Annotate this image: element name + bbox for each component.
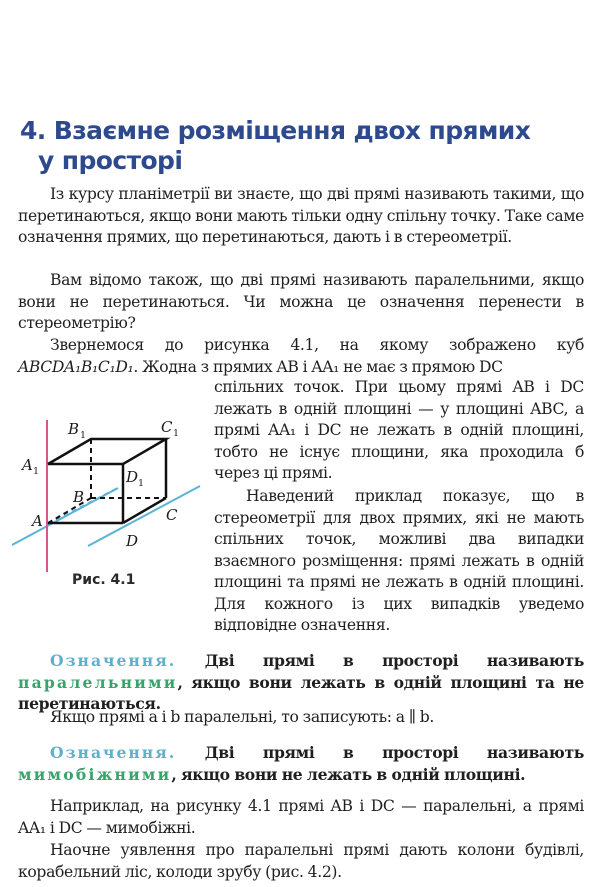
definition-parallel xyxy=(18,650,584,715)
svg-text:1: 1 xyxy=(138,478,145,489)
paragraph-two-cases: Наведений приклад показує, що в стереометрії для двох прямих, які не мають спільних точок, можливі два випадки взаємного розміщення: прямі лежать в одній площині та прямі не лежать в одній площині. Для кожного із цих випадків уведемо відповідне означення. xyxy=(214,487,584,634)
section-title-line1: 4. Взаємне розміщення двох прямих xyxy=(20,116,531,145)
label-c: C xyxy=(166,506,178,524)
section-title xyxy=(20,116,580,176)
definition-text-end: , якщо вони лежать в одній площині та не перетинаються. xyxy=(18,672,584,713)
svg-text:1: 1 xyxy=(80,430,87,441)
figure-reference-text: Звернемося до рисунка 4.1, на якому зображено куб xyxy=(50,336,584,354)
figure-reference-continuation: . Жодна з прямих AB і AA₁ не має з прямою DC xyxy=(133,357,503,376)
paragraph-figure-explanation: спільних точок. При цьому прямі AB і DC лежать в одній площині — у площині ABC, а прямі AA₁ і DC не лежать в одній площині, тобто не існує площини, яка проходила б через ці прямі. xyxy=(214,378,584,482)
definition-text-end: , якщо вони не лежать в одній площині. xyxy=(171,764,526,784)
definition-label: Означення. xyxy=(50,651,177,670)
figure-caption: Рис. 4.1 xyxy=(72,572,136,588)
cube-name: ABCDA₁B₁C₁D₁ xyxy=(18,357,134,376)
figure-cube xyxy=(0,380,215,575)
section-title-line2: у просторі xyxy=(38,146,183,175)
line-ab xyxy=(12,488,118,545)
paragraph-illustration: Наочне уявлення про паралельні прямі дають колони будівлі, корабельний ліс, колоди зрубу (рис. 4.2). xyxy=(18,841,584,881)
cube-diagram xyxy=(0,380,215,575)
paragraph-parallel-question: Вам відомо також, що дві прямі називають паралельними, якщо вони не перетинаються. Чи можна це означення перенести в стереометрію? xyxy=(18,271,584,332)
label-d1: D xyxy=(126,468,139,486)
definition-label: Означення. xyxy=(50,743,177,762)
label-b1: B xyxy=(68,420,80,438)
paragraph-figure-reference xyxy=(18,335,584,378)
definition-text: Дві прямі в просторі називають xyxy=(204,743,584,762)
definition-skew xyxy=(18,742,584,785)
paragraph-parallel-notation: Якщо прямі a і b паралельні, то записують: a ∥ b. xyxy=(50,708,434,726)
paragraph-example: Наприклад, на рисунку 4.1 прямі AB і DC — паралельні, а прямі AA₁ і DC — мимобіжні. xyxy=(18,797,584,837)
label-b: B xyxy=(73,488,85,506)
label-a1: A xyxy=(22,456,33,474)
svg-text:1: 1 xyxy=(33,466,40,477)
definition-text: Дві прямі в просторі називають xyxy=(204,651,584,670)
label-a: A xyxy=(32,512,43,530)
definition-term-parallel: паралельними xyxy=(18,672,178,692)
label-c1: C xyxy=(161,418,173,436)
label-d: D xyxy=(126,532,139,550)
definition-term-skew: мимобіжними xyxy=(18,764,172,784)
paragraph-intro: Із курсу планіметрії ви знаєте, що дві прямі називають такими, що перетинаються, якщо вони мають тільки одну спільну точку. Таке саме означення прямих, що перетинаються, дають і в стереометрії. xyxy=(18,185,585,246)
svg-text:1: 1 xyxy=(173,428,180,439)
